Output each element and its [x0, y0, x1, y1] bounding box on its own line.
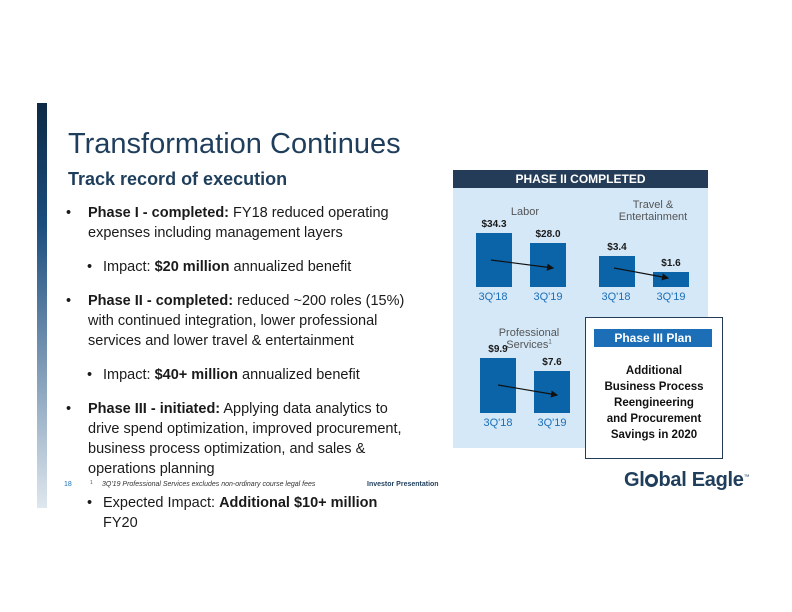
- logo-text-start: Gl: [624, 469, 645, 491]
- tick-label-ps-3q19: 3Q'19: [537, 417, 567, 429]
- tick-label-travel-3q19: 3Q'19: [656, 291, 686, 303]
- sub-bullet-text: annualized benefit: [238, 367, 360, 383]
- bullet-heading: Phase I - completed:: [88, 205, 230, 221]
- bullet-heading: Phase III - initiated:: [88, 401, 221, 417]
- bullet-text: Applying data analytics to drive spend optimization, improved procurement, business process optimization, and sales & operations planning: [88, 401, 402, 477]
- phase-3-line: Reengineering: [614, 397, 694, 409]
- sub-bullet-text: FY20: [103, 515, 138, 531]
- slide-title: Transformation Continues: [68, 128, 401, 160]
- sub-bullet-amount: $20 million: [154, 259, 230, 275]
- footnote-marker: 1: [90, 480, 93, 486]
- data-label-travel-3q18: $3.4: [607, 242, 627, 253]
- page-number: 18: [64, 481, 72, 488]
- footer-center-label: Investor Presentation: [367, 481, 439, 488]
- tick-label-travel-3q18: 3Q'18: [601, 291, 631, 303]
- phase-2-header: PHASE II COMPLETED: [453, 170, 708, 188]
- bullet-dot-icon: •: [66, 401, 72, 417]
- footnote-text: 3Q'19 Professional Services excludes non-ordinary course legal fees: [102, 481, 316, 488]
- data-label-labor-3q19: $28.0: [535, 229, 561, 240]
- data-label-travel-3q19: $1.6: [661, 258, 681, 269]
- trend-arrow-ps-icon: [498, 385, 557, 395]
- bullet-dot-icon: •: [66, 293, 72, 309]
- phase-3-header: Phase III Plan: [594, 329, 712, 347]
- logo-ring-icon: [645, 474, 658, 487]
- sub-bullet-label: Expected Impact:: [103, 495, 220, 511]
- tick-label-labor-3q19: 3Q'19: [533, 291, 563, 303]
- data-label-ps-3q18: $9.9: [488, 344, 508, 355]
- bullet-text: reduced ~200 roles (15%) with continued integration, lower professional services and lower travel & entertainment: [88, 293, 405, 349]
- accent-bar: [37, 103, 47, 508]
- sub-bullet-phase-1-impact: [62, 257, 407, 277]
- phase-3-line: Additional: [625, 365, 683, 377]
- bullet-phase-3: [62, 399, 407, 479]
- bullet-dot-icon: •: [87, 495, 93, 511]
- tick-label-ps-3q18: 3Q'18: [483, 417, 513, 429]
- phase-3-line: Savings in 2020: [610, 429, 698, 441]
- bullet-dot-icon: •: [87, 367, 93, 383]
- bullet-list: [62, 203, 407, 547]
- logo-text-end: bal Eagle: [658, 469, 744, 491]
- bullet-phase-2: [62, 291, 407, 351]
- slide-subtitle: Track record of execution: [68, 169, 288, 189]
- bullet-dot-icon: •: [87, 259, 93, 275]
- phase-3-line: Business Process: [604, 381, 704, 393]
- trend-arrow-travel-icon: [614, 268, 668, 278]
- trend-arrow-labor-icon: [491, 260, 553, 268]
- bullet-dot-icon: •: [66, 205, 72, 221]
- bullet-heading: Phase II - completed:: [88, 293, 234, 309]
- chart-title-travel-text: Travel & Entertainment: [618, 199, 688, 223]
- data-label-ps-3q19: $7.6: [542, 357, 562, 368]
- chart-title-ps-text: Professional Services: [498, 327, 560, 351]
- sub-bullet-text: annualized benefit: [229, 259, 352, 275]
- sub-bullet-amount: $40+ million: [154, 367, 238, 383]
- company-logo: [624, 469, 749, 492]
- data-label-labor-3q18: $34.3: [481, 219, 507, 230]
- tick-label-labor-3q18: 3Q'18: [478, 291, 508, 303]
- trademark-symbol: ™: [743, 474, 750, 481]
- sub-bullet-label: Impact:: [103, 259, 155, 275]
- phase-3-plan-box: [585, 317, 723, 459]
- phase-3-line: and Procurement: [606, 413, 702, 425]
- bullet-text: FY18 reduced operating expenses including management layers: [88, 205, 389, 241]
- bullet-phase-1: [62, 203, 407, 243]
- phase-3-text: [586, 363, 722, 443]
- sub-bullet-phase-2-impact: [62, 365, 407, 385]
- sub-bullet-phase-3-impact: [62, 493, 407, 533]
- sub-bullet-label: Impact:: [103, 367, 155, 383]
- footnote-marker: 1: [548, 339, 552, 346]
- chart-title-labor: Labor: [510, 206, 540, 218]
- sub-bullet-amount: Additional $10+ million: [219, 495, 378, 511]
